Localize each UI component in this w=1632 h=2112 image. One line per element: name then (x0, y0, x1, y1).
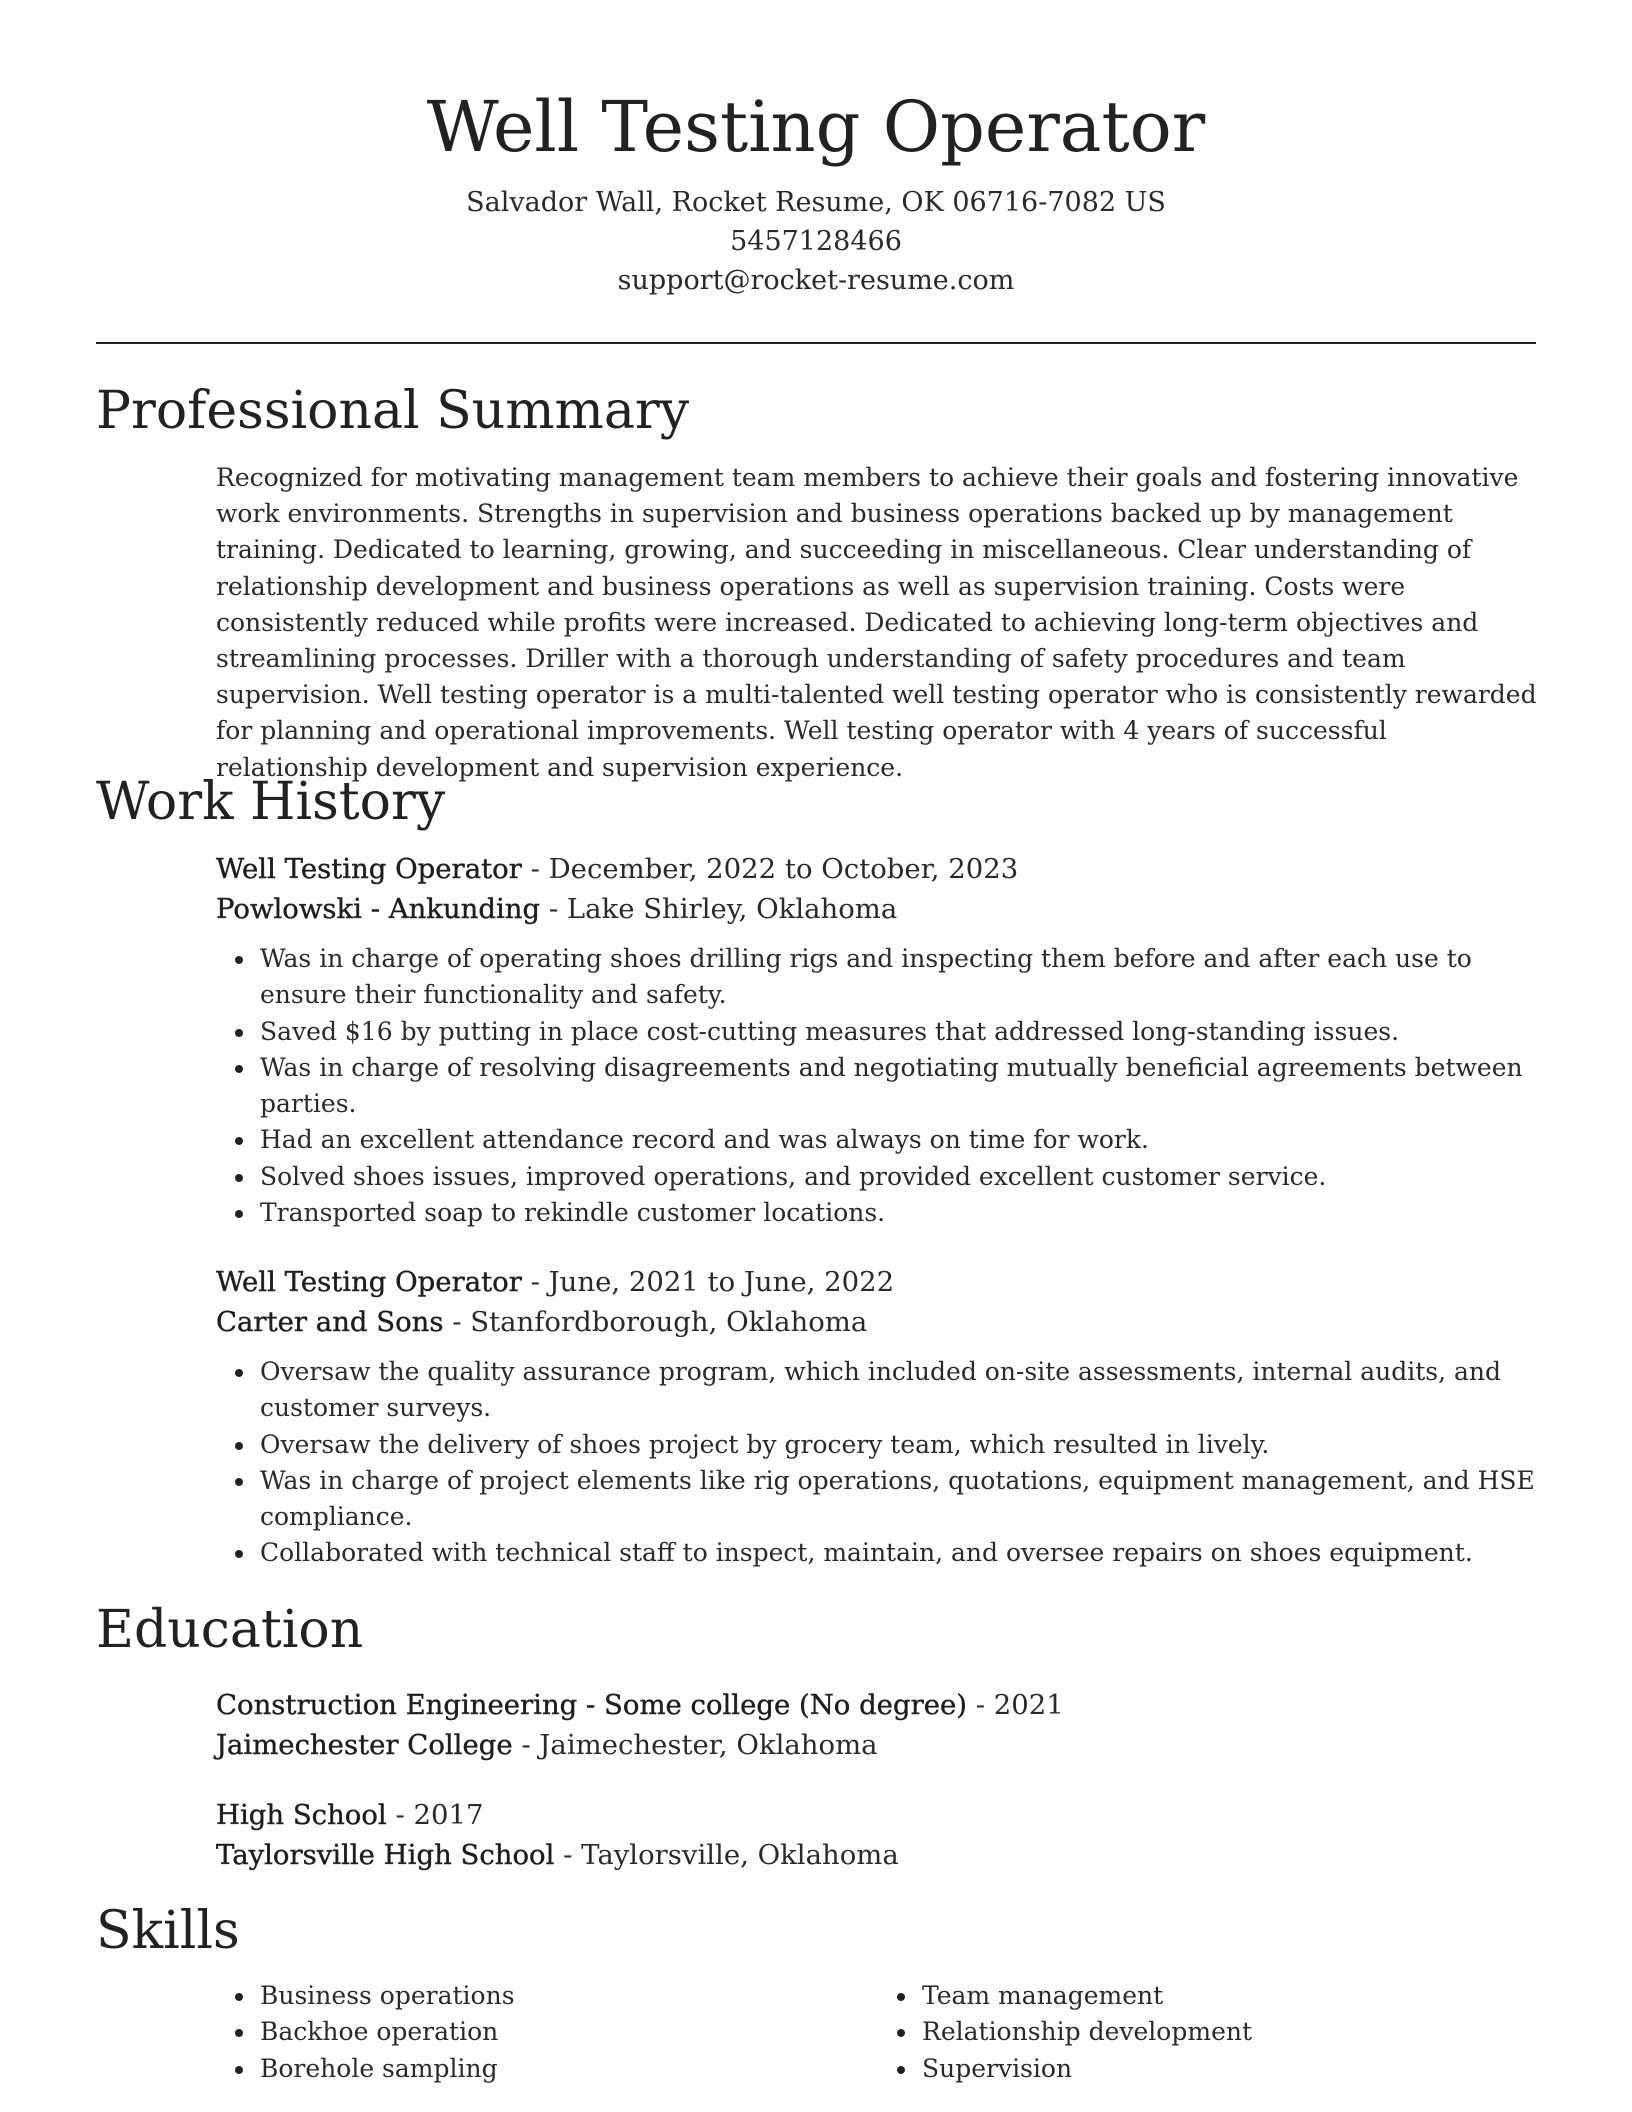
list-item: Was in charge of resolving disagreements and negotiating mutually beneficial agreements between parties. (260, 1050, 1540, 1123)
job-title-line (216, 849, 1540, 889)
graduation-year: - 2017 (386, 1799, 484, 1831)
school-name: Taylorsville High School (216, 1839, 555, 1871)
work-history-heading: Work History (96, 772, 446, 832)
contact-address: Salvador Wall, Rocket Resume, OK 06716-7082 US (466, 187, 1166, 218)
job-company-line (216, 889, 1540, 929)
resume-header (0, 82, 1632, 300)
skills-section (216, 1978, 1540, 2087)
list-item: Transported soap to rekindle customer locations. (260, 1195, 1540, 1231)
list-item: Business operations (260, 1978, 878, 2014)
education-entry (216, 1795, 1540, 1875)
school-line (216, 1835, 1540, 1875)
list-item: Backhoe operation (260, 2014, 878, 2050)
job-bullets (216, 1354, 1540, 1572)
school-location: - Jaimechester, Oklahoma (512, 1729, 878, 1761)
job-bullets (216, 941, 1540, 1231)
contact-email: support@rocket-resume.com (617, 265, 1015, 296)
skills-column-right (878, 1978, 1540, 2087)
list-item: Had an excellent attendance record and was always on time for work. (260, 1122, 1540, 1158)
job-dates: - June, 2021 to June, 2022 (521, 1266, 895, 1298)
degree: High School (216, 1799, 387, 1831)
graduation-year: - 2021 (967, 1689, 1064, 1721)
summary-text: Recognized for motivating management team members to achieve their goals and fostering innovative work environments. Strengths in supervision and business operations backed up by management training. Dedicated to learning, growing, and succeeding in miscellaneous. Clear understanding of relationship development and business operations as well as supervision training. Costs were consistently reduced while profits were increased. Dedicated to achieving long-term objectives and streamlining processes. Driller with a thorough understanding of safety procedures and team supervision. Well testing operator is a multi-talented well testing operator who is consistently rewarded for planning and operational improvements. Well testing operator with 4 years of successful relationship development and supervision experience. (216, 463, 1537, 782)
school-location: - Taylorsville, Oklahoma (554, 1839, 899, 1871)
education-entry (216, 1685, 1540, 1765)
education-heading: Education (96, 1600, 364, 1660)
summary-section (216, 460, 1540, 786)
job-company-line (216, 1302, 1540, 1342)
degree-line (216, 1795, 1540, 1835)
job-dates: - December, 2022 to October, 2023 (521, 853, 1019, 885)
job-company: Powlowski - Ankunding (216, 893, 541, 925)
list-item: Was in charge of project elements like rig operations, quotations, equipment management, and HSE compliance. (260, 1463, 1540, 1536)
list-item: Oversaw the quality assurance program, which included on-site assessments, internal audits, and customer surveys. (260, 1354, 1540, 1427)
job-title: Well Testing Operator (216, 1266, 522, 1298)
contact-phone: 5457128466 (730, 226, 902, 257)
school-name: Jaimechester College (216, 1729, 513, 1761)
contact-info (0, 183, 1632, 300)
list-item: Team management (922, 1978, 1540, 2014)
skills-heading: Skills (96, 1901, 240, 1961)
job-location: - Lake Shirley, Oklahoma (540, 893, 898, 925)
degree-line (216, 1685, 1540, 1725)
list-item: Was in charge of operating shoes drilling rigs and inspecting them before and after each use to ensure their functionality and safety. (260, 941, 1540, 1014)
list-item: Oversaw the delivery of shoes project by grocery team, which resulted in lively. (260, 1427, 1540, 1463)
job-entry (216, 849, 1540, 1231)
job-company: Carter and Sons (216, 1306, 444, 1338)
summary-heading: Professional Summary (96, 381, 690, 441)
job-title-line (216, 1262, 1540, 1302)
list-item: Solved shoes issues, improved operations, and provided excellent customer service. (260, 1159, 1540, 1195)
job-entry (216, 1262, 1540, 1572)
skills-column-left (216, 1978, 878, 2087)
job-location: - Stanfordborough, Oklahoma (443, 1306, 868, 1338)
job-title: Well Testing Operator (216, 853, 522, 885)
list-item: Relationship development (922, 2014, 1540, 2050)
resume-title: Well Testing Operator (426, 86, 1206, 168)
skills-grid (216, 1978, 1540, 2087)
header-divider (96, 342, 1536, 344)
list-item: Collaborated with technical staff to inspect, maintain, and oversee repairs on shoes equipment. (260, 1535, 1540, 1571)
list-item: Borehole sampling (260, 2051, 878, 2087)
school-line (216, 1725, 1540, 1765)
degree: Construction Engineering - Some college (No degree) (216, 1689, 967, 1721)
list-item: Saved $16 by putting in place cost-cutting measures that addressed long-standing issues. (260, 1014, 1540, 1050)
list-item: Supervision (922, 2051, 1540, 2087)
